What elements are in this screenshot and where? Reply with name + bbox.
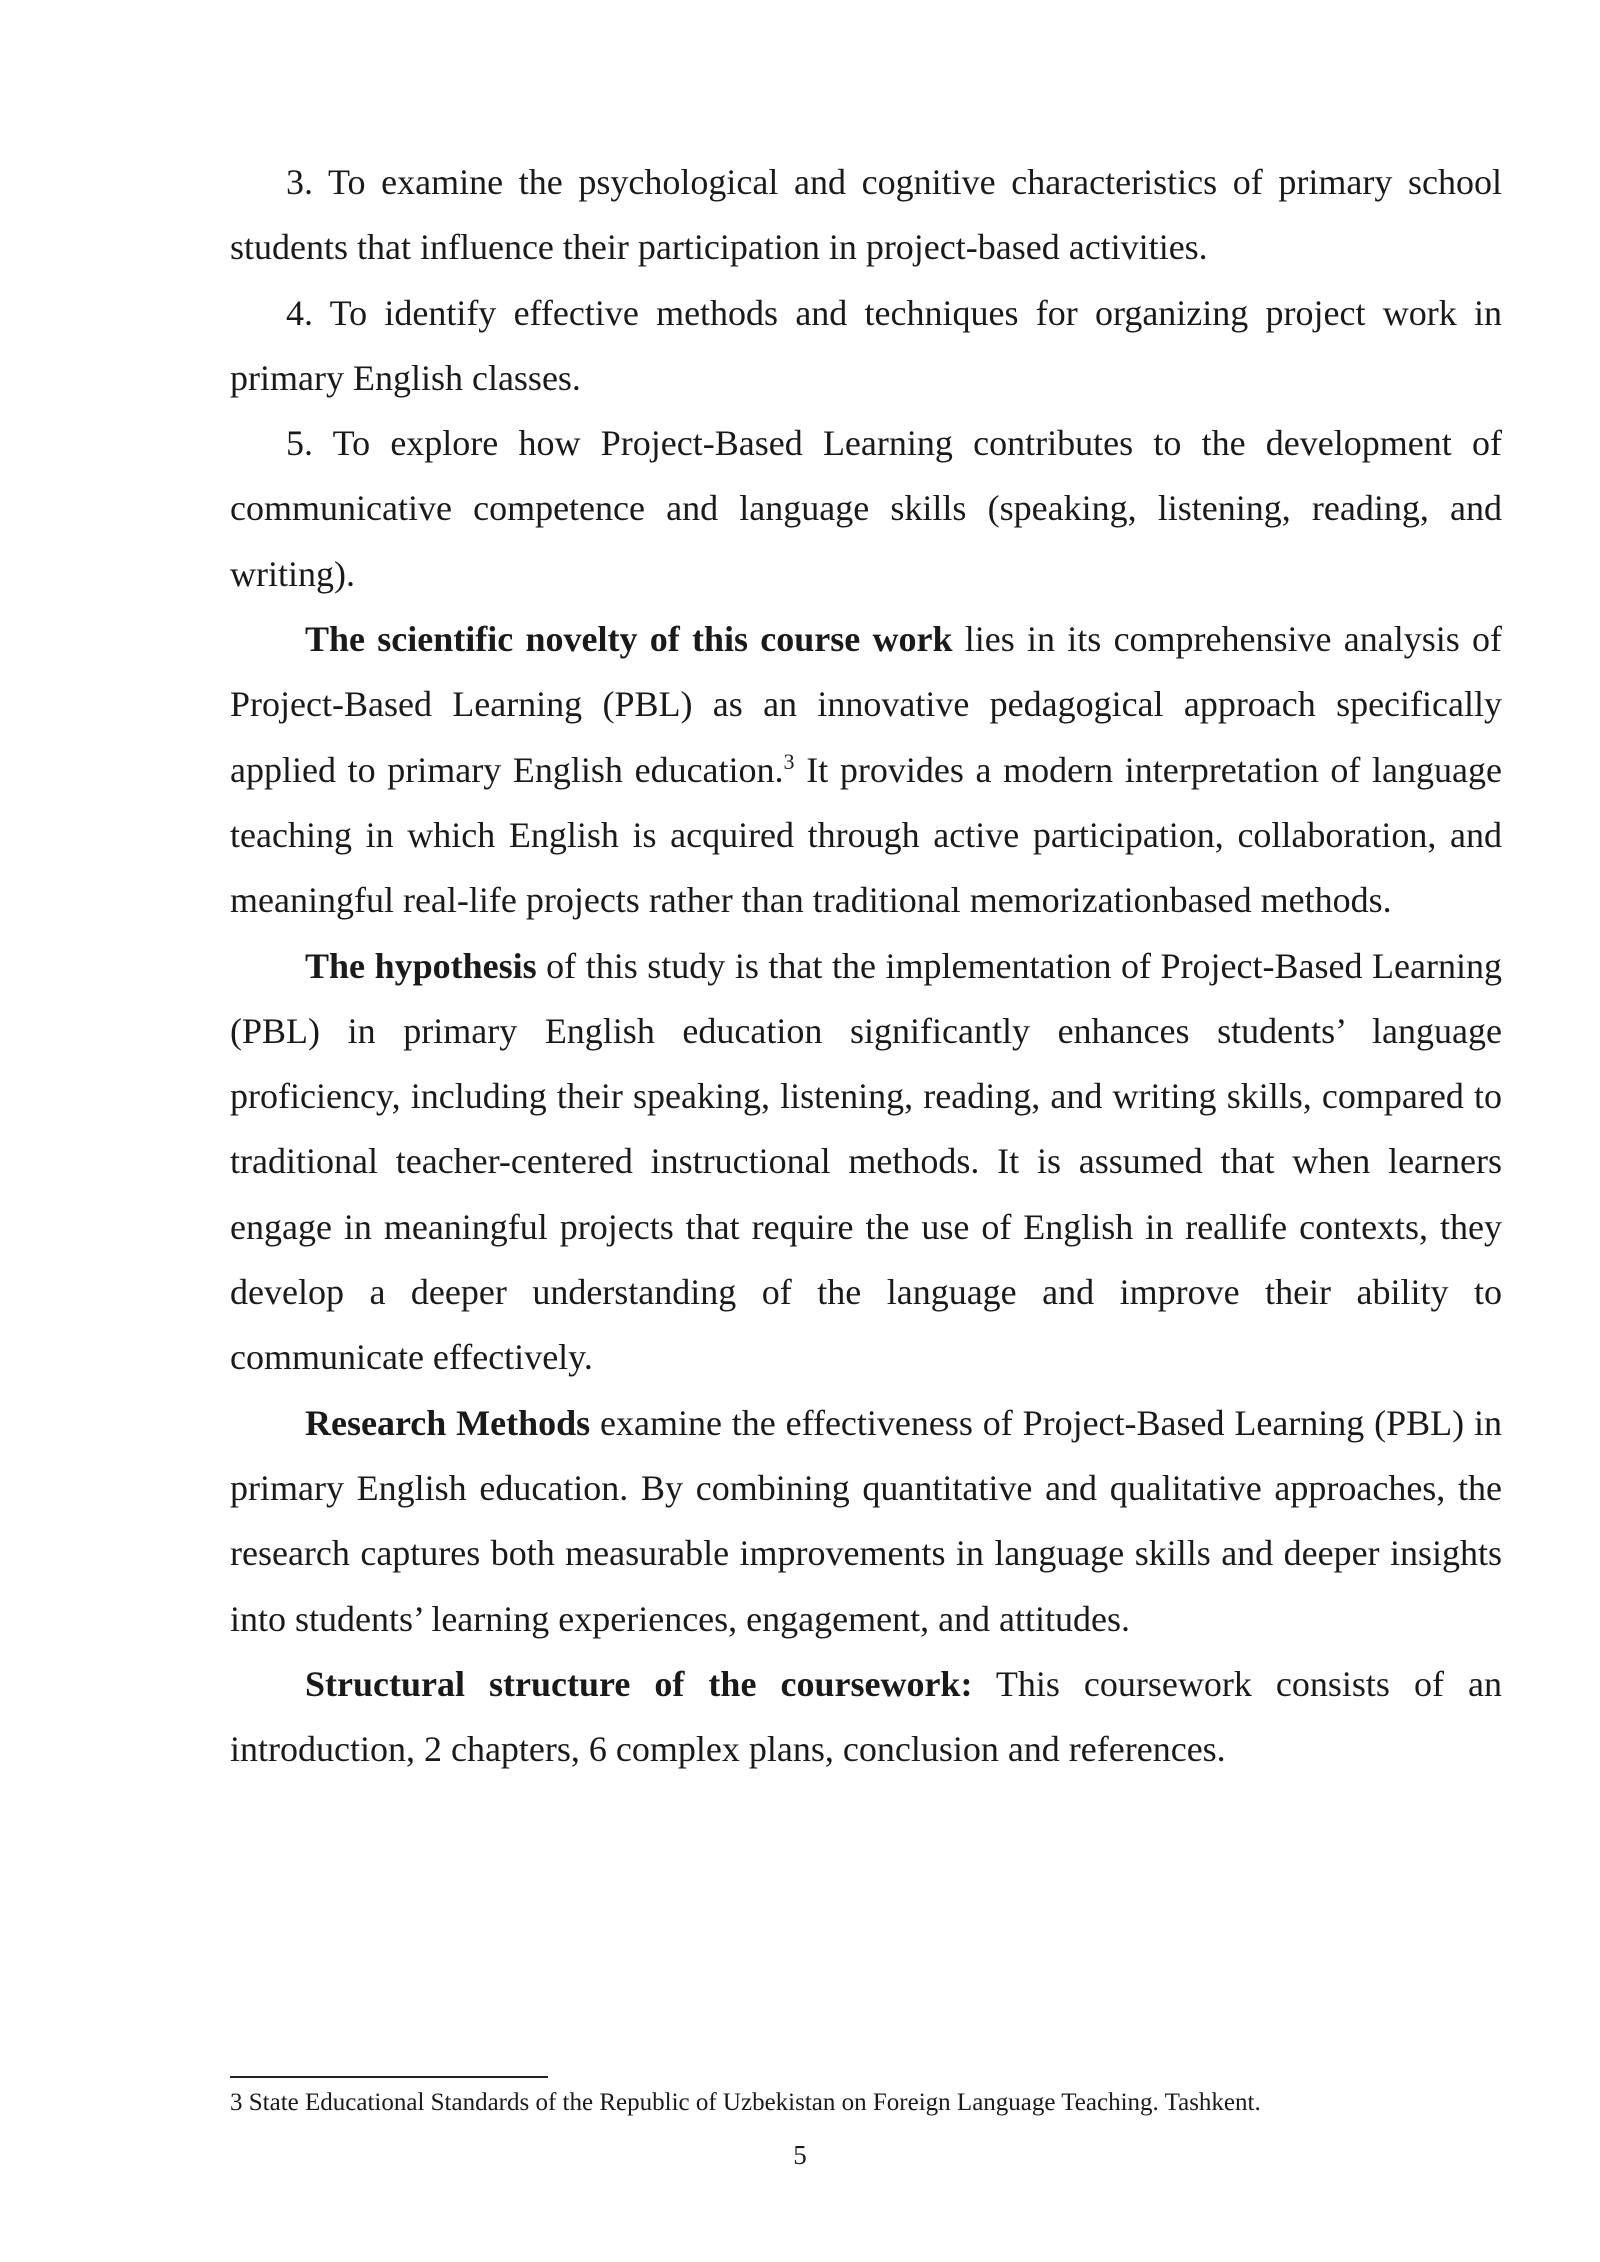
footnote-reference[interactable]: 3 [783,748,795,774]
methods-heading: Research Methods [305,1402,591,1443]
structure-heading: Structural structure of the coursework: [305,1663,973,1704]
hypothesis-paragraph [230,934,1502,1391]
structure-text: This coursework consists of an introduction, 2 chapters, 6 complex plans, conclusion and references. [230,1663,1502,1770]
hypothesis-text: of this study is that the implementation of Project-Based Learning (PBL) in primary English education significantly enhances students’ language proficiency, including their speaking, listening, reading, and writing skills, compared to traditional teacher-centered instructional methods. It is assumed that when learners engage in meaningful projects that require the use of English in reallife contexts, they develop a deeper understanding of the language and improve their ability to communicate effectively. [230,945,1502,1378]
methods-text: examine the effectiveness of Project-Based Learning (PBL) in primary English education. By combining quantitative and qualitative approaches, the research captures both measurable improvements in language skills and deeper insights into students’ learning experiences, engagement, and attitudes. [230,1402,1503,1639]
footnote: 3 State Educational Standards of the Republic of Uzbekistan on Foreign Language Teaching. Tashkent. [230,2089,1261,2116]
page-number: 5 [793,2140,807,2170]
objective-item-3: 3. To examine the psychological and cognitive characteristics of primary school students that influence their participation in project-based activities. [230,162,1502,268]
structure-paragraph [230,1652,1502,1783]
novelty-heading: The scientific novelty of this course work [305,619,953,660]
novelty-text-continued: It provides a modern interpretation of language teaching in which English is acquired through active participation, collaboration, and meaningful real-life projects rather than traditional memorizationbased methods. [230,749,1502,921]
footnote-separator [230,2076,548,2078]
novelty-paragraph [230,607,1502,933]
methods-paragraph [230,1391,1502,1652]
hypothesis-heading: The hypothesis [305,945,537,986]
page-body [230,150,1502,1782]
objective-item-5: 5. To explore how Project-Based Learning contributes to the development of communicative competence and language skills (speaking, listening, reading, and writing). [230,423,1502,594]
novelty-text: lies in its comprehensive analysis of Project-Based Learning (PBL) as an innovative pedagogical approach specifically applied to primary English education. [230,619,1502,790]
objective-item-4: 4. To identify effective methods and techniques for organizing project work in primary English classes. [230,292,1502,398]
